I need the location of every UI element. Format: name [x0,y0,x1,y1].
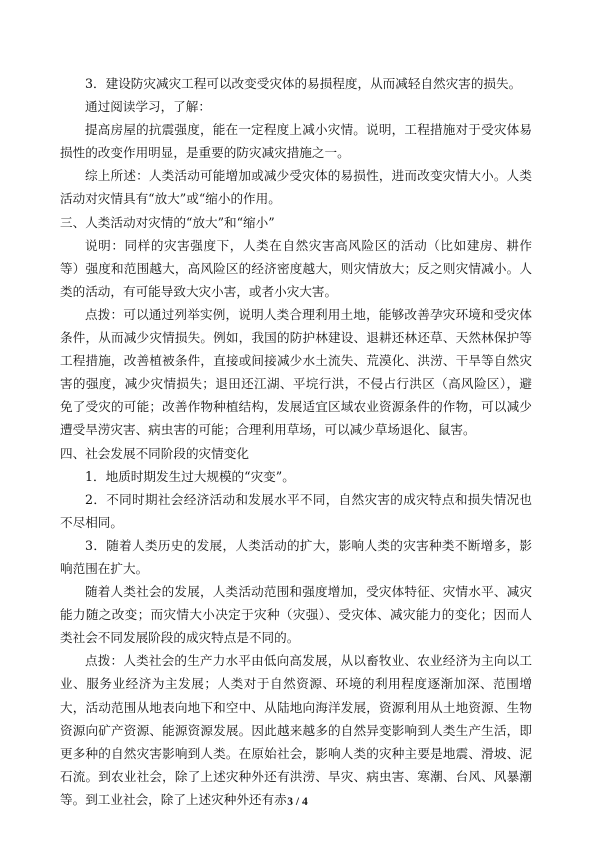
section-heading-4: 四、社会发展不同阶段的灾情变化 [60,445,249,461]
section-heading-3: 三、人类活动对灾情的“放大”和“缩小” [60,214,275,230]
paragraph-12: 随着人类社会的发展，人类活动范围和强度增加，受灾体特征、灾情水平、减灾能力随之改变；而灾情大小决定于灾种（灾强）、受灾体、减灾能力的变化；因而人类社会不同发展阶段的成灾特点是不同的。 [60,584,532,646]
paragraph-9: 1．地质时期发生过大规模的“灾变”。 [85,468,295,484]
paragraph-11: 3．随着人类历史的发展，人类活动的扩大，影响人类的灾害种类不断增多，影响范围在扩大。 [60,537,532,576]
paragraph-10: 2．不同时期社会经济活动和发展水平不同，自然灾害的成灾特点和损失情况也不尽相同。 [60,491,532,530]
paragraph-4: 综上所述：人类活动可能增加或减少受灾体的易损性，进而改变灾情大小。人类活动对灾情具有“放大”或“缩小的作用。 [60,168,532,207]
paragraph-7: 点拨：可以通过列举实例，说明人类合理利用土地，能够改善孕灾环境和受灾体条件，从而减少灾情损失。例如，我国的防护林建设、退耕还林还草、天然林保护等工程措施，改善植被条件，直接或间接减少水土流失、荒漠化、洪涝、干旱等自然灾害的强度，减少灾情损失；退田还江湖、平垸行洪，不侵占行洪区（高风险区），避免了受灾的可能；改善作物种植结构，发展适宜区域农业资源条件的作物，可以减少遭受旱涝灾害、病虫害的可能；合理利用草场，可以减少草场退化、鼠害。 [60,306,532,438]
page-number: 3 / 4 [287,796,308,808]
paragraph-13: 点拨：人类社会的生产力水平由低向高发展，从以畜牧业、农业经济为主向以工业、服务业经济为主发展；人类对于自然资源、环境的利用程度逐渐加深、范围增大，活动范围从地表向地下和空中、从陆地向海洋发展，资源利用从土地资源、生物资源向矿产资源、能源资源发展。因此越来越多的自然异变影响到人类生产生活，即更多种的自然灾害影响到人类。在原始社会，影响人类的灾种主要是地震、滑坡、泥石流。到农业社会，除了上述灾种外还有洪涝、旱灾、病虫害、寒潮、台风、风暴潮等。到工业社会，除了上述灾种外还有赤 [60,653,532,807]
page-body [60,72,532,811]
paragraph-3: 提高房屋的抗震强度，能在一定程度上减小灾情。说明，工程措施对于受灾体易损性的改变作用明显，是重要的防灾减灾措施之一。 [60,122,532,161]
paragraph-6: 说明：同样的灾害强度下，人类在自然灾害高风险区的活动（比如建房、耕作等）强度和范围越大，高风险区的经济密度越大，则灾情放大；反之则灾情减小。人类的活动，有可能导致大灾小害，或者小灾大害。 [60,237,532,299]
paragraph-2: 通过阅读学习，了解： [85,99,211,115]
paragraph-1: 3．建设防灾减灾工程可以改变受灾体的易损程度，从而减轻自然灾害的损失。 [85,76,522,91]
